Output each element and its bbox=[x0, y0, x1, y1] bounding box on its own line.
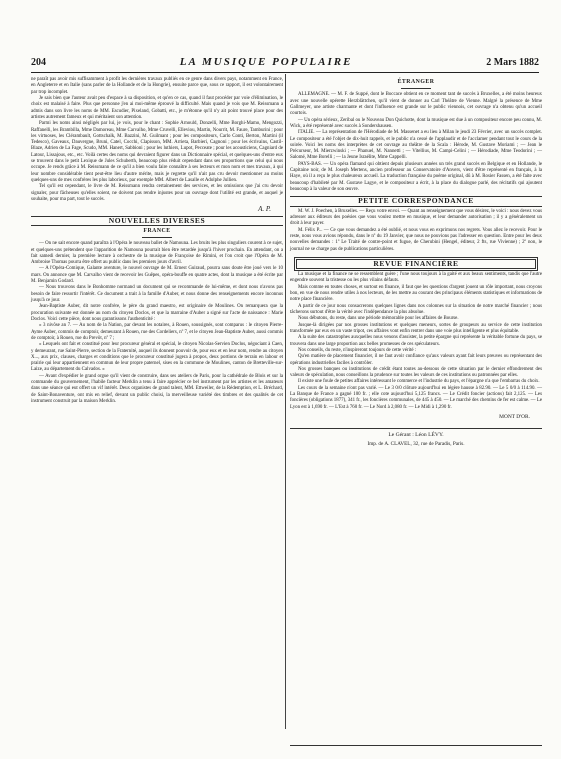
bottom-rule bbox=[290, 745, 542, 746]
page-number: 204 bbox=[31, 57, 46, 68]
news-item: — Un opéra sérieux, Zeribal ou le Nouveau Don Quichotte, dont la musique est due à un compositeur encore peu connu, M. Wick, a été représenté avec succès à Sondershausen. bbox=[290, 117, 542, 129]
finance-paragraph: Mais comme en toutes choses, et surtout en finance, il faut que les questions d'argent jouent un rôle important, nous croyons bon, en vue de nous rendre utiles à nos lecteurs, de les mettre au courant des principaux éléments statistiques et informations de notre place financière. bbox=[290, 284, 542, 303]
finance-paragraph: A la suite des catastrophes auxquelles nous venons d'assister, la petite épargne qui représente la véritable fortune du pays, se trouvera dans une large proportion aux belles promesses de ces spéculateurs. bbox=[290, 335, 542, 347]
left-column bbox=[31, 77, 283, 405]
issue-date: 2 Mars 1882 bbox=[486, 57, 539, 68]
news-item: — Nous trouvons dans le Bonhomme normand un document qui se recommande de lui-même, et dont nous n'avons pas besoin de faire ressortir l'intérêt. Ce document a trait à la famille d'Auber, et nous donne des renseignements encore inconnus jusqu'à ce jour. bbox=[31, 285, 283, 303]
section-title-correspondance: PETITE CORRESPONDANCE bbox=[290, 196, 542, 206]
article-paragraph: ne paraît pas avoir mis suffisamment à profit les dernières travaux publiés en ce genre dans divers pays, notamment en France, en Angleterre et en Italie (sans parler de la Hollande et de la Hongrie), ensuite parce que, sous ce rapport, il est volontairement par trop incomplet. bbox=[31, 77, 283, 95]
news-item: « Lesquels ont fait et constitué pour leur procureur général et spécial, le citoyen Nicolas-Servien Doclos, négociant à Caen, y demeurant, rue Saint-Pierre, section de la Fraternité, auquel ils donnent pouvoir de, pour eux et en leur nom, rendre au citoyen X..., aux prix, clauses, charges et conditions que le procureur constitué jugera à propos, deux portions de terrain en labour et prairie qui leur appartiennent en commun de leur propre paternel, sises en la commune de Moulines, canton de Bretteville-sur-Laize, au département du Calvados. » bbox=[31, 342, 283, 373]
news-item: PAYS-BAS. — Un opéra flamand qui obtient depuis plusieurs années un très grand succès en Belgique et en Hollande, le Capitaine noir, de M. Joseph Mertens, ancien professeur au Conservatoire d'Anvers, vient d'être représenté en français, à la Haye, où il a reçu le plus chaleureux accueil. La traduction française du poème original, dû à M. Rosier Fassen, a été faite avec beaucoup d'habileté par M. Gustave Lagye, et le compositeur a écrit, à la place du dialogue parlé, des récitatifs qui ajoutent beaucoup à la valeur de son œuvre. bbox=[290, 161, 542, 192]
finance-paragraph: A partir de ce jour nous consacrerons quelques lignes dans nos colonnes sur la situation de notre marché financier ; nous tâcherons surtout d'être la vérité avec l'indépendance la plus absolue. bbox=[290, 303, 542, 315]
news-item: ITALIE. — La représentation de l'Hérodiade de M. Massenet a eu lieu à Milan le jeudi 23 Février, avec un succès complet. Le compositeur a été l'objet de dix-huit rappels, et le public n'a cessé de l'applaudir et de l'acclamer pendant tout le cours de la soirée. Voici les noms des interprètes de cet ouvrage au théâtre de la Scala : Hérode, M. Gustave Moriami ; — Jean le Précurseur, M. Mierzwinski ; — Phanuel, M. Nannetti ; — Vitellius, M. Campi-Celini ; — Hérodiade, Mme Teodorini ; — Salomé, Mme Borelli ; — la Jeune Israélite, Mme Cappelli. bbox=[290, 130, 542, 161]
article-paragraph: Tel qu'il est cependant, le livre de M. Reissmann rendra certainement des services, et les omissions que j'ai cru devoir signaler, pour fâcheuses qu'elles soient, ne doivent pas rendre injustes pour un ouvrage dont l'utilité est grande, et auquel je souhaite, pour ma part, tout le succès. bbox=[31, 184, 283, 202]
finance-paragraph: Nos grosses banques ou institutions de crédit étant toutes au-dessous de cette situation par le dernier effondrement des valeurs de spéculation, nous conseillons la prudence sur toutes les valeurs de ces institutions ou patronnées par elles. bbox=[290, 366, 542, 379]
finance-paragraph: Nos conseils, du reste, n'inspireront toujours de cette vérité : bbox=[298, 347, 417, 353]
subsection-title-france: FRANCE bbox=[143, 227, 171, 234]
news-item: ALLEMAGNE. — M. F. de Suppé, dont le Boccace obtient en ce moment tant de succès à Bruxelles, a été moins heureux avec une nouvelle opérette Herzblättchen, qu'il vient de donner au Carl Théâtre de Vienne. Malgré la présence de Mme Gallmeyer, une artiste charmante et dont l'influence est grande sur le public viennois, cet ouvrage n'a obtenu qu'un accueil courtois. bbox=[290, 92, 542, 117]
subsection-title-etranger: ÉTRANGER bbox=[397, 79, 435, 85]
column-divider bbox=[285, 74, 286, 729]
finance-paragraph: Qu'en matière de placement financier, il ne faut avoir confiance qu'aux valeurs ayant fait leurs preuves ou représentant des opérations industrielles faciles à contrôler. bbox=[290, 354, 542, 366]
article-paragraph: Parmi les noms ainsi négligés par lui, je vois, pour le chant : Sophie Arnould, Donzelli, Mme Borghi-Mamo, Mengozzi, Raffanelli, les Brambilla, Mme Damoreau, Mme Carvalho, Mme Cruvelli, Elleviou, Martin, Nourrit, M. Faure, Tamburini ; pour les virtuoses, les Clérambault, Gottschalk, M. Bazzini, M. Guilmant ; pour les compositeurs, Carlo Conti, Berton, Martini (il Tedesco), Gaveaux, Dauvergne, Bruni, Catel, Cocchi, Clapisson, MM. Arrieta, Barbieri, Cagnoni ; pour les écrivains, Castil-Blaze, Adrien de La Fage, Scudo, MM. Hanert, Sabbioni ; pour les luthiers, Lupot, Pecceate ; pour les acousticiens, Cagniard de Latour, Lissajous, etc., etc. Voilà certes des noms qui devraient figurer dans un Dictionnaire spécial, et quelques-uns d'entre eux se trouvent dans le petit Lexique de Jules Schuberth, beaucoup plus réduit cependant dans ses proportions que celui qui nous occupe. Je rends grâce à M. Reissmann de ce qu'il a bien voulu faire connaître à ses lecteurs et mon nom et mes travaux, à qui leur nombre considérable tient peut-être lieu d'autre mérite, mais je regrette qu'il n'ait pas cru devoir mentionner au moins quelques-uns de mes confrères les plus laborieux, par exemple MM. Albert de Lasalle et Adolphe Jullien. bbox=[31, 121, 283, 183]
finance-signature: MONT D'OR. bbox=[499, 414, 530, 420]
news-item: — A l'Opéra-Comique, Galante aventure, le nouvel ouvrage de M. Ernest Guiraud, pourra sans doute être joué vers le 10 mars. On annonce que M. Carvalho vient de recevoir les Guêpes, opéra-bouffe en quatre actes, dont la musique a été écrite par M. Benjamin Godard. bbox=[31, 266, 283, 285]
section-title-revue-financiere: REVUE FINANCIÈRE bbox=[296, 259, 536, 269]
page-header bbox=[31, 56, 539, 70]
finance-paragraph: Les cours de la semaine n'ont pas varié. — Le 3 0/0 clôture aujourd'hui en légère hausse à 82.90. — Le 5 0/0 à 114.90. — La Banque de France a gagné 100 fr. ; elle cote aujourd'hui 5,125 francs. — Le Crédit foncier (actions) fait 2,125. — Les foncières (obligations 1877), 341 fr., les foncières communales, de 445 à 450. — Le marché des chemins de fer est calme. — Le Lyon est à 1,690 fr. — L'Est à 760 fr. — Le Nord à 2,080 fr. — Le Midi à 1,290 fr. bbox=[290, 385, 542, 410]
article-paragraph: Je sais bien que l'auteur avait peu d'espace à sa disposition, et qu'en ce cas, quand il faut procéder par voie d'élimination, le choix est malaisé à faire. Plus que personne j'en ai moi-même éprouvé la difficulté. Mais quand je vois que M. Reissmann a admis dans son livre les noms de MM. Escudier, Pixeland, Gobatti, etc., je m'étonne qu'il n'y ait point trouvé place pour des artistes autrement fameux et qui méritaient son attention. bbox=[31, 95, 283, 120]
section-title-nouvelles: NOUVELLES DIVERSES bbox=[31, 216, 283, 226]
journal-title: LA MUSIQUE POPULAIRE bbox=[179, 56, 353, 68]
news-item: Jean-Baptiste Auber, dit notre confrère, le père du grand maestro, est originaire de Moulines. On remarquera que la procuration suivante est donnée au nom du citoyen Doclos, et que la marraine d'Auber a signé sur l'acte de naissance : Marie Doclos. Voici cette pièce, dont nous garantissons l'authenticité : bbox=[31, 304, 283, 322]
finance-paragraph: Jusque-là dirigées par nos grosses institutions et quelques meneurs, sortes de groupeurs au service de cette institution transformée par eux en un vaste tripot, ces affaires vont enfin rentrer dans une voie plus intelligente et plus équitable. bbox=[290, 322, 542, 334]
separator-rule bbox=[401, 88, 431, 89]
correspondance-item: M. Félix P... — Ce que vous demandez a été oublié, et nous vous en exprimons nos regrets. Vous allez le recevoir. Pour le reste, nous vous avions répondu, dans le nº du 19 Janvier, que nous ne pouvions pas l'adresser en question. Entre pour les deux nouvelles demandes : 1º Le Traité de contre-point et fugue, de Cherubini (Hengel, éditeur, 2 fts, rue Vivienne) ; 2º non, le journal ne se charge pas de publications particulières. bbox=[290, 227, 542, 252]
news-item: — On ne sait encore quand paraîtra à l'Opéra le nouveau ballet de Namouna. Les bruits les plus singuliers courent à ce sujet, et quelques-uns prétendent que l'apparition de Namouna pourrait bien être retardée jusqu'à l'hiver prochain. En attendant, on a fait samedi dernier, la première lecture à orchestre de la musique de Françoise de Rimini, et l'on croit que l'Opéra de M. Ambroise Thomas pourra être offert au public dans les premiers jours d'avril. bbox=[31, 241, 283, 266]
separator-rule bbox=[142, 237, 172, 238]
header-rule bbox=[31, 72, 539, 73]
news-item: « 3 nivôse an 7. — Au nom de la Nation, par devant les notaires, à Rouen, soussignés, sont comparus : le citoyen Pierre-Ayme Auber, commis de comptoir, demeurant à Rouen, rue des Cordeliers, nº 7, et le citoyen Jean-Baptiste Auber, aussi commis de comptoir, à Rouen, rue du Prevôt, nº 7 ; bbox=[31, 323, 283, 341]
finance-paragraph: Nous débutons, du reste, dans une période mémorable pour les affaires de Bourse. bbox=[298, 316, 459, 322]
right-column bbox=[290, 77, 542, 447]
article-signature: A. P. bbox=[258, 205, 271, 214]
finance-paragraph: La musique et la finance ne se ressemblent guère ; l'une nous toujours à la gaité et aux beaux sentiments, tandis que l'autre engendre souvent la tristesse ou les plus vilains défauts. bbox=[290, 272, 542, 284]
finance-paragraph: Il existe une foule de petites affaires intéressant le commerce et l'industrie du pays, et l'épargne n'a que l'embarras du choix. bbox=[298, 379, 540, 385]
gerant-line: Le Gérant : Léon LÉVY. bbox=[290, 428, 542, 438]
imprint-line: Imp. de A. CLAVEL, 32, rue de Paradis, Paris. bbox=[367, 440, 465, 447]
news-item: — Avant d'expédier le grand orgue qu'il vient de construire, dans ses ateliers de Paris, pour la cathédrale de Blois et sur la commande du gouvernement, l'habile facteur Merklin a tenu à faire apprécier ce bel instrument par les artistes et les amateurs dans une séance qui eut offert un vif intérêt. Deux organistes de grand talent, MM. Ettweiler, de la Rédemption, et L. Bréchard, de Saint-Bonaventure, ont mis en relief, devant un public choisi, la merveilleuse variété des timbres et des qualités de cet instrument construit par la maison Merklin. bbox=[31, 373, 283, 404]
correspondance-item: M. W. J. Poechen, à Bruxelles. — Reçu votre envoi. — Quant au renseignement que vous désirez, le voici : nous devez vous adresser aux éditeurs des poésies que vous voulez mettre en musique, et leur demander autorisation ; il y a généralement un droit à leur payer. bbox=[290, 208, 542, 227]
